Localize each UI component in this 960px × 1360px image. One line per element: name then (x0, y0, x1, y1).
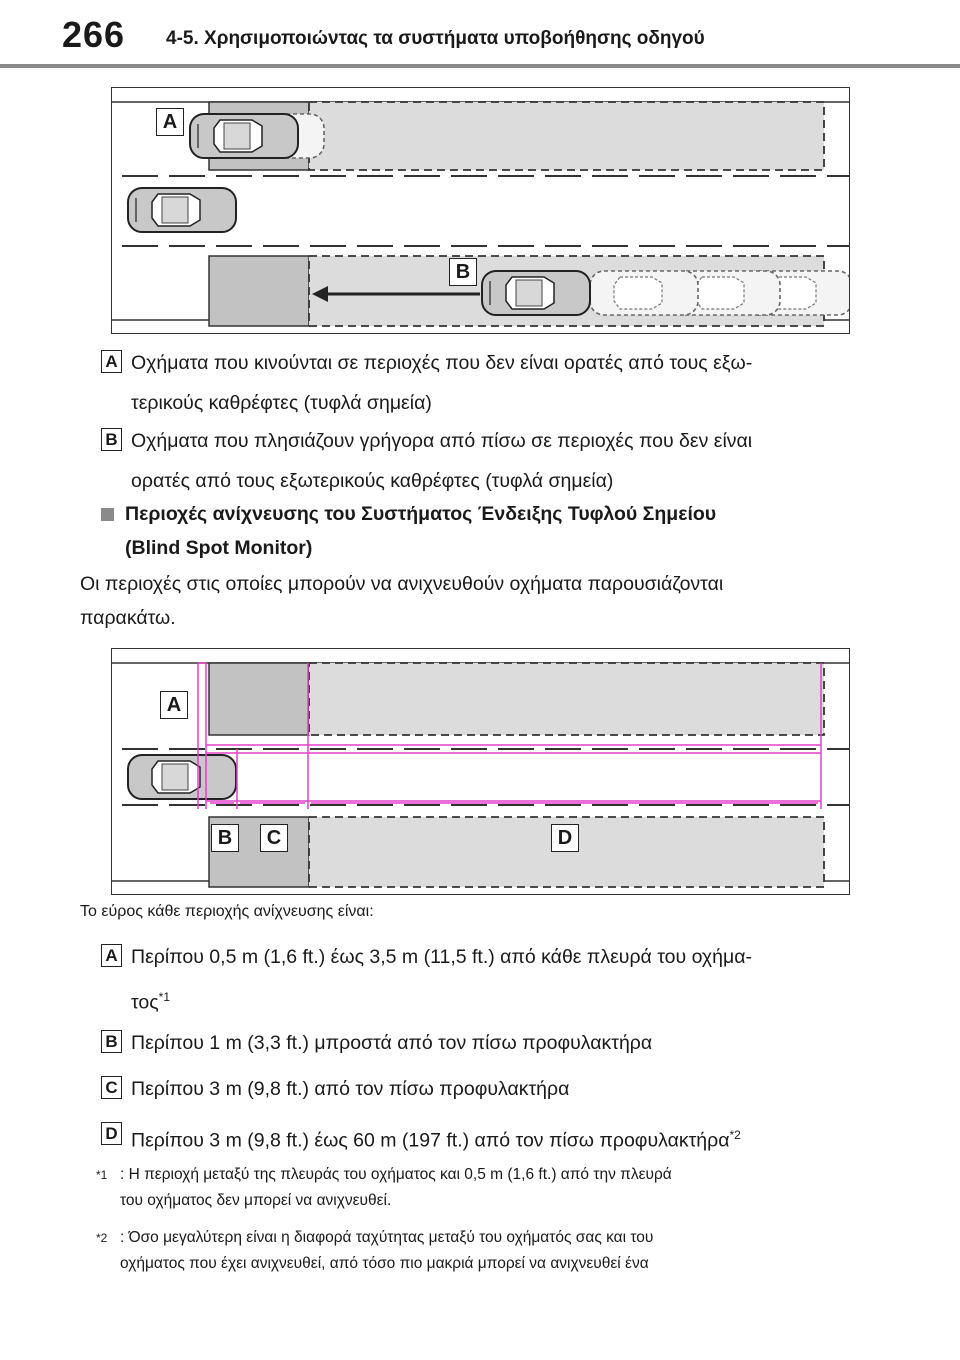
section-square-icon (101, 508, 114, 521)
legend-badge: B (101, 1030, 122, 1053)
range-item-c (101, 1069, 861, 1109)
figure-label-b: B (449, 258, 477, 286)
legend-badge: A (101, 944, 122, 967)
footnote-mark: *1 (96, 1168, 108, 1182)
page-number: 266 (62, 14, 126, 55)
footnote-text: : Η περιοχή μεταξύ της πλευράς του οχήματος και 0,5 m (1,6 ft.) από την πλευρά (120, 1166, 672, 1183)
intro-paragraph (80, 567, 870, 635)
figure-label-b: B (211, 824, 239, 852)
figure-label-d: D (551, 824, 579, 852)
range-text: Περίπου 3 m (9,8 ft.) από τον πίσω προφυλακτήρα (131, 1078, 570, 1100)
intro-text: παρακάτω. (80, 607, 176, 629)
range-item-a (101, 937, 861, 1014)
legend-badge: D (101, 1122, 122, 1145)
figure-label-c: C (260, 824, 288, 852)
range-text: Περίπου 3 m (9,8 ft.) έως 60 m (197 ft.) από τον πίσω προφυλακτήρα (131, 1129, 730, 1152)
figure-caption: Το εύρος κάθε περιοχής ανίχνευσης είναι: (80, 903, 374, 920)
footnote-text: οχήματος που έχει ανιχνευθεί, από τόσο πιο μακριά μπορεί να ανιχνευθεί ένα (120, 1255, 649, 1272)
detection-area-figure (111, 648, 850, 895)
footnote-text: του οχήματος δεν μπορεί να ανιχνευθεί. (120, 1192, 392, 1209)
range-text: τος (131, 991, 159, 1014)
header-rule (0, 64, 960, 68)
legend-text: Οχήματα που πλησιάζουν γρήγορα από πίσω σε περιοχές που δεν είναι (131, 430, 753, 452)
range-text: Περίπου 1 m (3,3 ft.) μπροστά από τον πίσω προφυλακτήρα (131, 1032, 653, 1054)
section-title: (Blind Spot Monitor) (125, 537, 313, 559)
range-text: Περίπου 0,5 m (1,6 ft.) έως 3,5 m (11,5 ft.) από κάθε πλευρά του οχήμα- (131, 946, 753, 968)
footnote-ref: *2 (729, 1128, 741, 1142)
intro-text: Οι περιοχές στις οποίες μπορούν να ανιχνευθούν οχήματα παρουσιάζονται (80, 573, 724, 595)
legend-text: τερικούς καθρέφτες (τυφλά σημεία) (131, 392, 432, 414)
legend-text: Οχήματα που κινούνται σε περιοχές που δεν είναι ορατές από τους εξω- (131, 352, 753, 374)
legend-badge: C (101, 1076, 122, 1099)
range-item-b (101, 1023, 861, 1063)
legend-badge: B (101, 428, 122, 451)
figure-label-a: A (156, 108, 184, 136)
footnote-ref: *1 (158, 990, 171, 1004)
figure-label-a: A (160, 691, 188, 719)
legend-item-b (101, 421, 861, 492)
legend-item-a (101, 343, 861, 414)
chapter-title: 4-5. Χρησιμοποιώντας τα συστήματα υποβοήθησης οδηγού (166, 28, 705, 49)
section-title: Περιοχές ανίχνευσης του Συστήματος Ένδειξης Τυφλού Σημείου (125, 503, 717, 525)
range-item-d (101, 1115, 861, 1155)
footnote-text: : Όσο μεγαλύτερη είναι η διαφορά ταχύτητας μεταξύ του οχήματός σας και του (120, 1229, 654, 1246)
blind-spot-figure (111, 87, 850, 334)
footnote-mark: *2 (96, 1231, 108, 1245)
legend-text: ορατές από τους εξωτερικούς καθρέφτες (τυφλά σημεία) (131, 470, 614, 492)
legend-badge: A (101, 350, 122, 373)
